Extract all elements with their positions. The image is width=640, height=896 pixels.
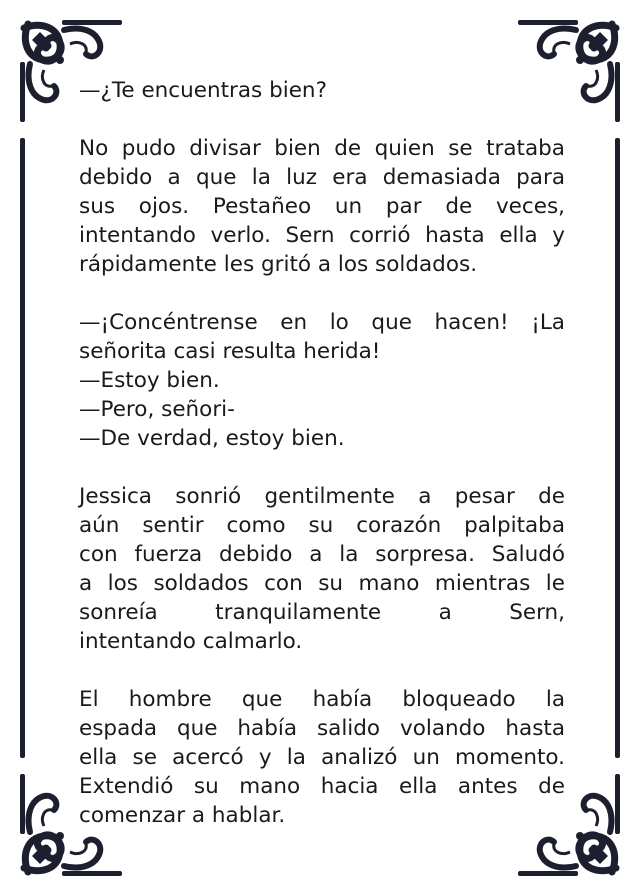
text-line: debido a que la luz era demasiada para — [79, 165, 565, 190]
text-line: intentando verlo. Sern corrió hasta ella y — [79, 223, 565, 248]
text-line: —¿Te encuentras bien? — [79, 78, 327, 103]
paragraph-2 — [79, 134, 565, 279]
text-line: espada que había salido volando hasta — [79, 716, 565, 741]
text-line: No pudo divisar bien de quien se trataba — [79, 136, 565, 161]
paragraph-4 — [79, 482, 565, 656]
text-line: comenzar a hablar. — [79, 803, 286, 828]
text-line: Extendió su mano hacia ella antes de — [79, 774, 565, 799]
text-line: intentando calmarlo. — [79, 629, 303, 654]
page-text — [79, 76, 565, 830]
text-line: —De verdad, estoy bien. — [79, 426, 345, 451]
text-line: rápidamente les gritó a los soldados. — [79, 252, 478, 277]
text-line: con fuerza debido a la sorpresa. Saludó — [79, 542, 565, 567]
text-line: sonreía tranquilamente a Sern, — [79, 600, 565, 625]
text-line: —Estoy bien. — [79, 368, 220, 393]
text-line: El hombre que había bloqueado la — [79, 687, 565, 712]
text-line: —Pero, señori- — [79, 397, 235, 422]
paragraph-3 — [79, 308, 565, 453]
text-line: a los soldados con su mano mientras le — [79, 571, 565, 596]
text-line: —¡Concéntrense en lo que hacen! ¡La — [79, 310, 565, 335]
paragraph-5 — [79, 685, 565, 830]
text-line: ella se acercó y la analizó un momento. — [79, 745, 565, 770]
paragraph-1 — [79, 76, 565, 105]
text-line: señorita casi resulta herida! — [79, 339, 381, 364]
text-line: sus ojos. Pestañeo un par de veces, — [79, 194, 565, 219]
text-line: aún sentir como su corazón palpitaba — [79, 513, 565, 538]
text-line: Jessica sonrió gentilmente a pesar de — [79, 484, 565, 509]
